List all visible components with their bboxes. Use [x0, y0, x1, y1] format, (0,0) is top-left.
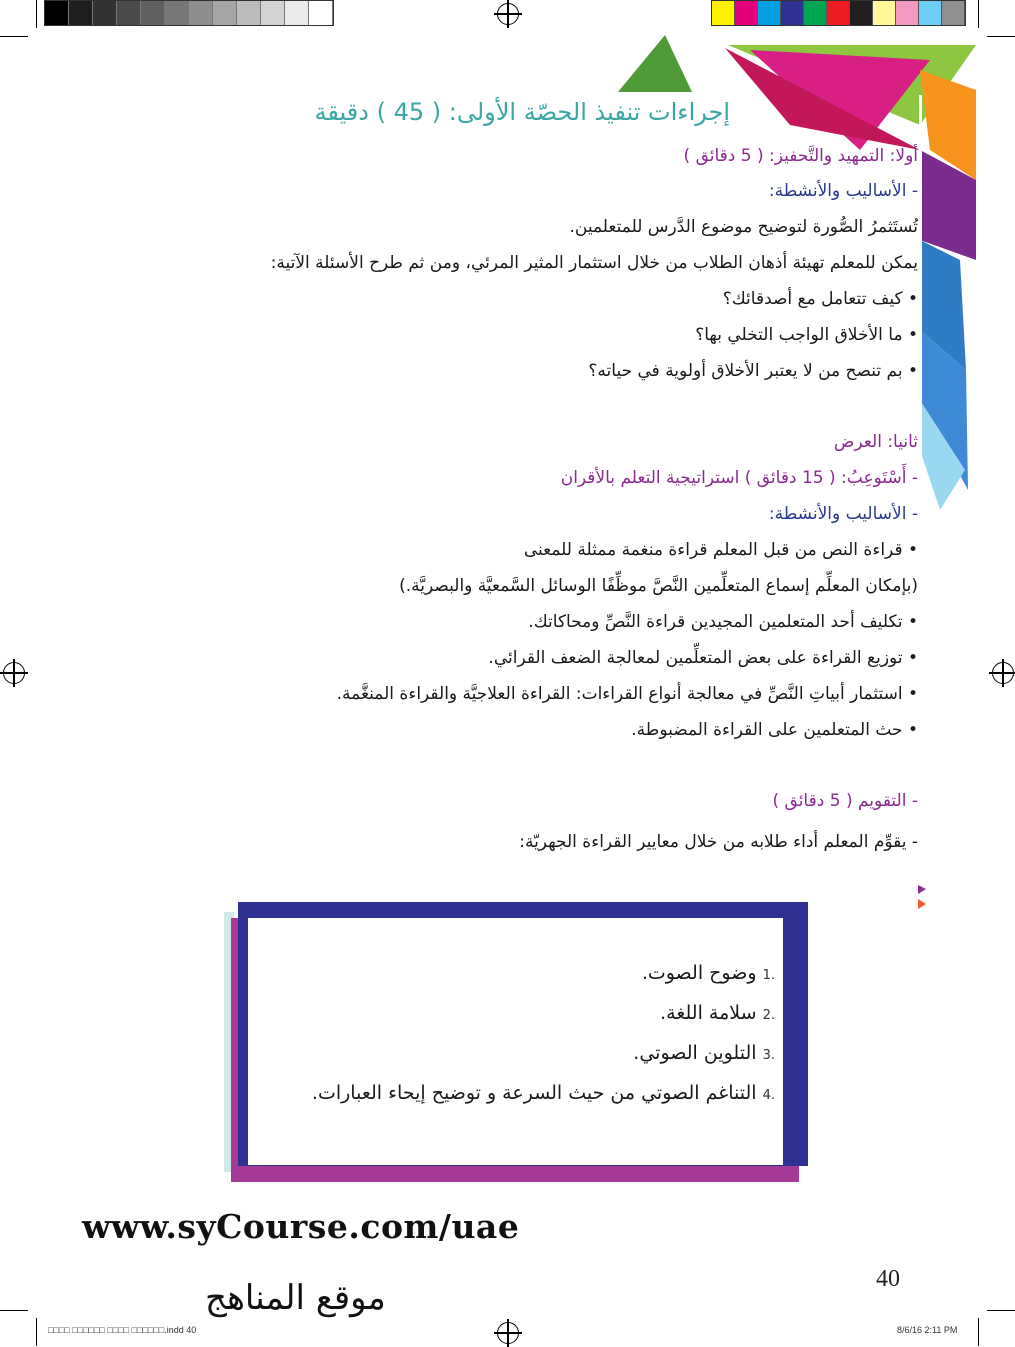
section2-strategy: - أَسْتَوعِبُ: ( 15 دقائق ) استراتيجية التعلم بالأقران	[560, 468, 918, 488]
registration-mark-right	[992, 662, 1014, 684]
activity-item: • توزيع القراءة على بعض المتعلِّمين لمعالجة الضعف القرائي.	[488, 648, 918, 668]
crop-mark	[978, 1318, 979, 1346]
question-item: • بم تنصح من لا يعتبر الأخلاق أولوية في حياته؟	[588, 361, 918, 381]
crop-mark	[987, 36, 1015, 37]
page-edge-divider	[919, 95, 922, 455]
crop-mark	[0, 36, 28, 37]
activity-item: • قراءة النص من قبل المعلم قراءة منغمة ممثلة للمعنى	[523, 540, 918, 560]
color-calibration-bar	[711, 0, 966, 26]
evaluation-line: - يقوِّم المعلم أداء طلابه من خلال معايير القراءة الجهريّة:	[519, 832, 918, 852]
crop-mark	[36, 0, 37, 28]
criteria-item: .4 التناغم الصوتي من حيث السرعة و توضيح إيحاء العبارات.	[311, 1082, 775, 1104]
activity-item: • تكليف أحد المتعلمين المجيدين قراءة النَّصِّ ومحاكاتك.	[528, 612, 918, 632]
print-date-info: 8/6/16 2:11 PM	[897, 1325, 958, 1335]
website-link[interactable]: www.syCourse.com/uae	[82, 1207, 520, 1246]
registration-mark-bottom	[497, 1322, 519, 1344]
crop-mark	[36, 1318, 37, 1346]
question-item: • ما الأخلاق الواجب التخلي بها؟	[695, 325, 918, 345]
criteria-item: .1 وضوح الصوت.	[641, 962, 775, 984]
crop-mark	[987, 1310, 1015, 1311]
crop-mark	[978, 0, 979, 28]
activity-item: • حث المتعلمين على القراءة المضبوطة.	[631, 720, 918, 740]
decorative-marker	[916, 883, 928, 915]
section2-heading: ثانيا: العرض	[833, 432, 918, 452]
section2-subheading: - الأساليب والأنشطة:	[768, 504, 918, 524]
crop-mark	[0, 1310, 28, 1311]
question-item: • كيف تتعامل مع أصدقائك؟	[722, 289, 918, 309]
section1-line2: يمكن للمعلم تهيئة أذهان الطلاب من خلال استثمار المثير المرئي، ومن ثم طرح الأسئلة الآتية:	[270, 253, 918, 273]
section1-line1: تُستَثمرُ الصُّورة لتوضيح موضوع الدَّرس للمتعلمين.	[569, 217, 918, 237]
criteria-item: .3 التلوين الصوتي.	[633, 1042, 775, 1064]
section1-heading: أولا: التمهيد والتَّحفيز: ( 5 دقائق )	[683, 146, 918, 166]
registration-mark-left	[3, 662, 25, 684]
page-title: إجراءات تنفيذ الحصّة الأولى: ( 45 ) دقيقة	[314, 98, 730, 126]
registration-mark-top	[497, 3, 519, 25]
page-number: 40	[876, 1266, 900, 1292]
grayscale-calibration-bar	[44, 0, 334, 26]
activity-item: • استثمار أبياتِ النَّصِّ في معالجة أنواع القراءات: القراءة العلاجيَّة والقراءة المنغَّمة.	[336, 684, 918, 704]
section1-subheading: - الأساليب والأنشطة:	[768, 181, 918, 201]
activity-note: (بإمكان المعلِّم إسماع المتعلِّمين النَّصَّ موظِّفًا الوسائل السَّمعيَّة والبصريَّة.)	[399, 576, 918, 596]
print-file-info: □□□□ □□□□□□ □□□□ □□□□□□.indd 40	[48, 1325, 197, 1335]
site-name-arabic: موقع المناهج	[205, 1278, 386, 1318]
evaluation-heading: - التقويم ( 5 دقائق )	[772, 791, 918, 811]
criteria-item: .2 سلامة اللغة.	[660, 1002, 775, 1024]
